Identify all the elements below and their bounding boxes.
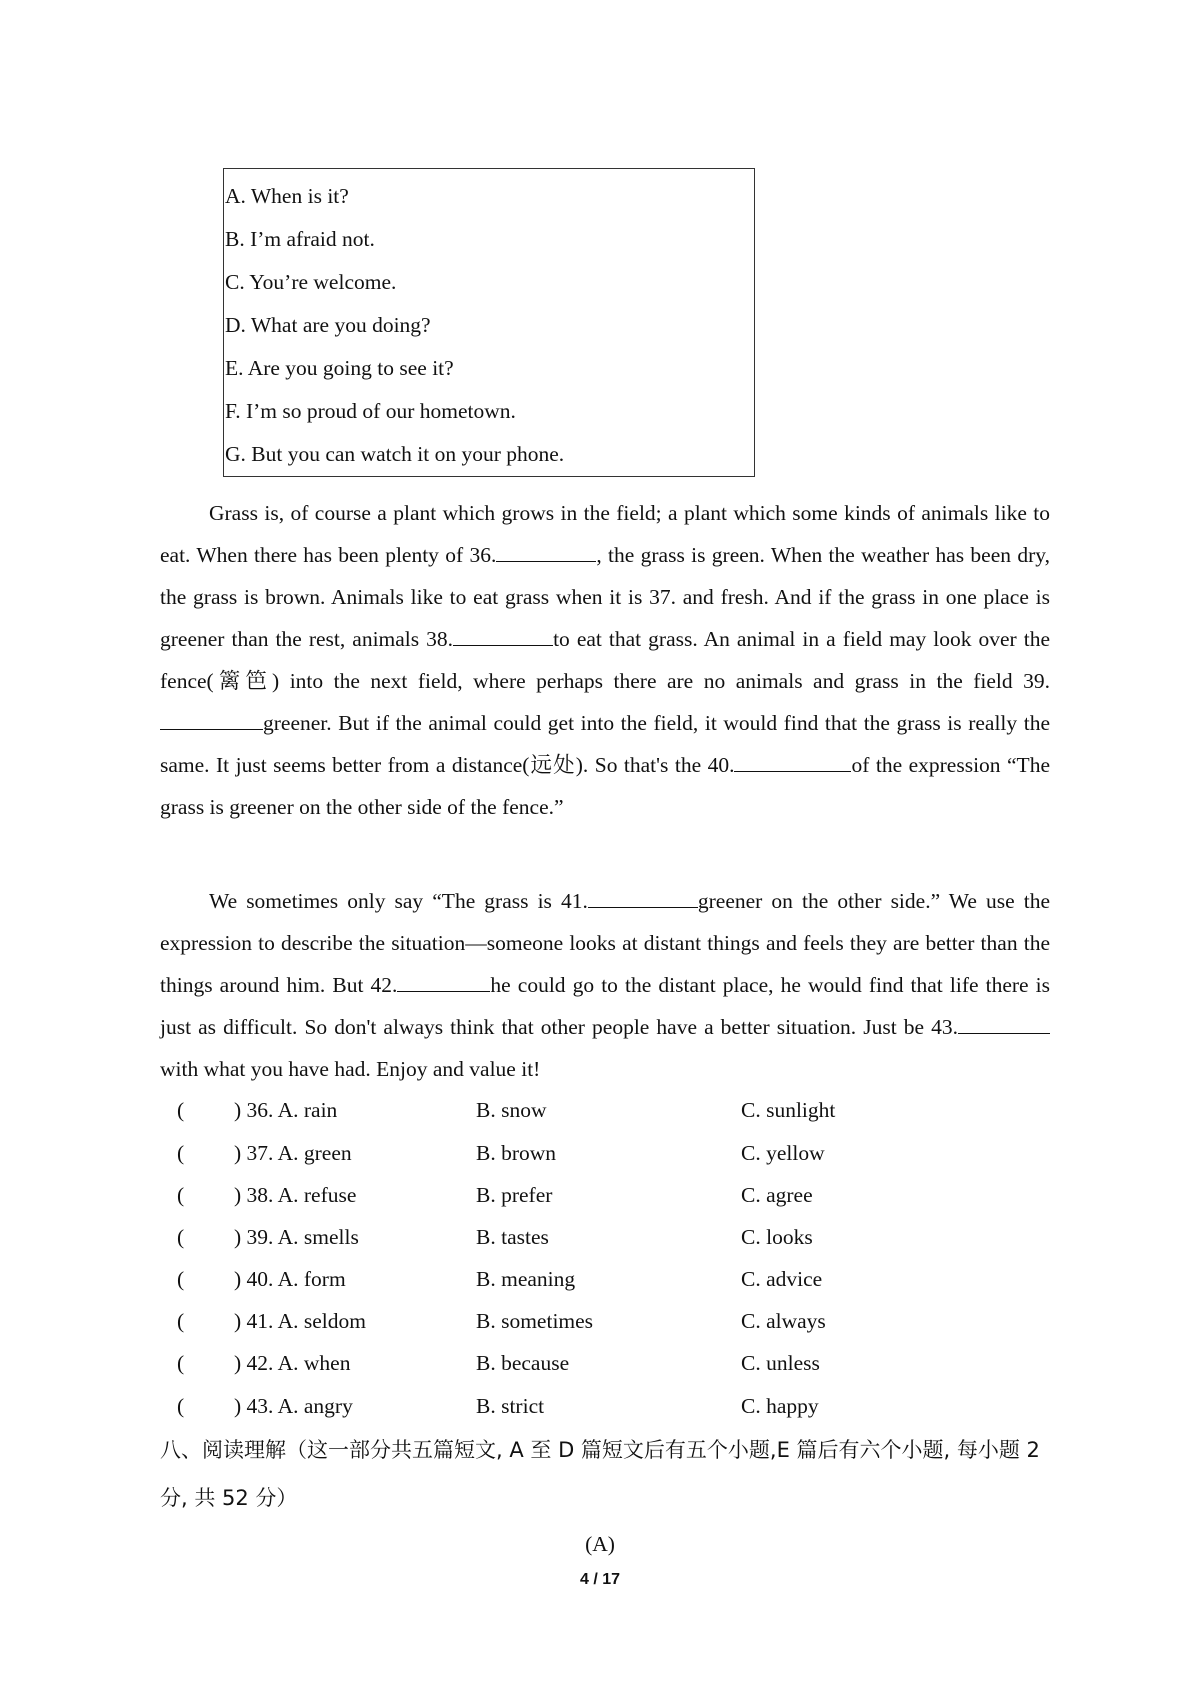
option-c: C. happy (741, 1394, 819, 1418)
options-box (223, 168, 755, 477)
passage-text: greener. But if the animal could get into the field, it would find that the grass is really the same. It just seems better from a distance(远处). So that's the 40. (160, 711, 1050, 777)
question-stem: ) 42. A. when (234, 1351, 351, 1375)
passage-text: Grass is, of course a plant which grows in the field; a plant which some kinds of animals like to eat. When there has been plenty of 36. (160, 501, 1050, 567)
blank-40 (734, 749, 851, 772)
section-heading: 八、阅读理解（这一部分共五篇短文, A 至 D 篇短文后有五个小题,E 篇后有六个小题, 每小题 2 分, 共 52 分） (160, 1438, 1040, 1510)
option-f: F. I’m so proud of our hometown. (225, 399, 516, 423)
option-b: B. strict (476, 1394, 545, 1418)
question-stem: ) 36. A. rain (234, 1098, 338, 1122)
question-stem: ) 43. A. angry (234, 1394, 353, 1418)
option-b: B. because (476, 1351, 570, 1375)
blank-43 (958, 1011, 1050, 1034)
passage-text: with what you have had. Enjoy and value it! (160, 1057, 541, 1081)
option-c: C. You’re welcome. (225, 270, 397, 294)
question-stem: ) 38. A. refuse (234, 1183, 357, 1207)
option-a: A. When is it? (225, 184, 349, 208)
option-b: B. prefer (476, 1183, 553, 1207)
option-b: B. I’m afraid not. (225, 227, 375, 251)
answer-paren: ( (177, 1098, 185, 1122)
option-c: C. sunlight (741, 1098, 836, 1122)
passage-text: of the expression “The grass is greener on the other side of the fence.” (160, 753, 1050, 819)
blank-39 (160, 707, 263, 730)
option-d: D. What are you doing? (225, 313, 431, 337)
blank-36 (496, 539, 596, 562)
blank-38 (453, 623, 553, 646)
passage-text: , the grass is green. When the weather has been dry, the grass is brown. Animals like to eat grass when it is 37. and fresh. And if the grass in one place is greener than the rest, animals 38. (160, 543, 1050, 651)
answer-paren: ( (177, 1183, 185, 1207)
answer-paren: ( (177, 1267, 185, 1291)
answer-paren: ( (177, 1351, 185, 1375)
option-g: G. But you can watch it on your phone. (225, 442, 565, 466)
option-c: C. agree (741, 1183, 813, 1207)
question-stem: ) 40. A. form (234, 1267, 346, 1291)
option-b: B. brown (476, 1141, 557, 1165)
passage-text: he could go to the distant place, he would find that life there is just as difficult. So don't always think that other people have a better situation. Just be 43. (160, 973, 1051, 1039)
passage-text: greener on the other side.” We use the expression to describe the situation—someone looks at distant things and feels they are better than the things around him. But 42. (160, 889, 1050, 997)
question-stem: ) 37. A. green (234, 1141, 352, 1165)
option-b: B. meaning (476, 1267, 576, 1291)
answer-paren: ( (177, 1141, 185, 1165)
option-b: B. sometimes (476, 1309, 594, 1333)
question-stem: ) 39. A. smells (234, 1225, 359, 1249)
option-c: C. unless (741, 1351, 820, 1375)
question-stem: ) 41. A. seldom (234, 1309, 366, 1333)
blank-41 (588, 885, 698, 908)
answer-paren: ( (177, 1394, 185, 1418)
option-b: B. tastes (476, 1225, 549, 1249)
blank-42 (397, 969, 490, 992)
passage-paragraph-2 (160, 880, 1050, 1090)
option-c: C. yellow (741, 1141, 825, 1165)
option-e: E. Are you going to see it? (225, 356, 454, 380)
answer-paren: ( (177, 1309, 185, 1333)
passage-text: to eat that grass. An animal in a field may look over the fence(篱笆) into the next field, where perhaps there are no animals and grass in the field 39. (160, 627, 1050, 693)
answer-paren: ( (177, 1225, 185, 1249)
page-number: 4 / 17 (579, 1571, 621, 1588)
option-b: B. snow (476, 1098, 547, 1122)
passage-paragraph-1 (160, 492, 1050, 828)
option-c: C. always (741, 1309, 826, 1333)
option-c: C. advice (741, 1267, 823, 1291)
option-c: C. looks (741, 1225, 813, 1249)
passage-a-heading: (A) (585, 1532, 615, 1556)
passage-text: We sometimes only say “The grass is 41. (209, 889, 588, 913)
